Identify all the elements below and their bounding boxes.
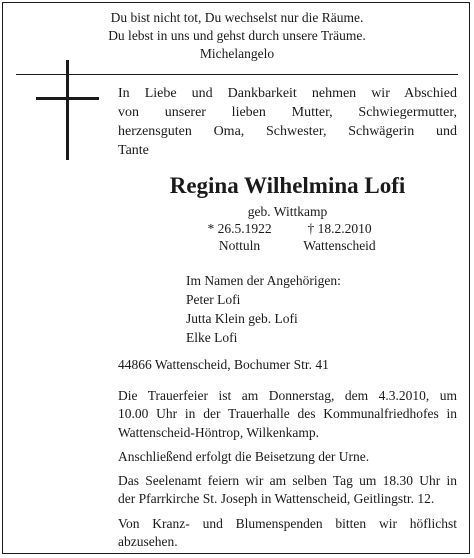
- paragraph-line: Die Trauerfeier ist am Donnerstag, dem 4.3.2010, um: [118, 388, 457, 403]
- paragraph-line: Wattenscheid-Höntrop, Wilkenkamp.: [118, 424, 319, 440]
- quote-block: [40, 9, 434, 63]
- paragraph-line: Anschließend erfolgt die Beisetzung der Urne.: [118, 448, 370, 464]
- death-place: Wattenscheid: [303, 238, 376, 253]
- quote-author: Michelangelo: [199, 46, 275, 61]
- quote-line: Du bist nicht tot, Du wechselst nur die Räume.: [110, 10, 364, 25]
- family-member: Elke Lofi: [186, 330, 238, 345]
- quote-line: Du lebst in uns und gehst durch unsere Träume.: [108, 28, 366, 43]
- paragraph: [118, 515, 457, 552]
- paragraph-line: 10.00 Uhr in der Trauerhalle des Kommunalfriedhofes in: [118, 406, 457, 422]
- birth-date: * 26.5.1922: [207, 221, 272, 236]
- paragraph: [118, 472, 457, 509]
- intro-line: In Liebe und Dankbarkeit nehmen wir Abschied: [118, 86, 457, 101]
- maiden-name: geb. Wittkamp: [247, 204, 328, 219]
- family-heading: Im Namen der Angehörigen:: [186, 273, 341, 288]
- deceased-name: Regina Wilhelmina Lofi: [169, 173, 406, 198]
- family-member: Jutta Klein geb. Lofi: [186, 311, 298, 326]
- paragraph: [118, 387, 457, 442]
- divider-rule: [16, 74, 458, 75]
- family-member: Peter Lofi: [186, 292, 241, 307]
- intro-text: [118, 84, 457, 160]
- cross-icon: [66, 60, 69, 160]
- cross-icon-bar: [36, 97, 99, 100]
- ceremony-details: [118, 387, 457, 557]
- life-dates: [189, 220, 389, 254]
- intro-line: herzensguten Oma, Schwester, Schwägerin und: [118, 124, 457, 139]
- paragraph-line: der Pfarrkirche St. Joseph in Wattenscheid, Geitlingstr. 12.: [118, 491, 435, 507]
- paragraph-line: Von Kranz- und Blumenspenden bitten wir höflichst: [118, 515, 457, 531]
- family-block: [186, 271, 341, 347]
- intro-line: von unserer lieben Mutter, Schwiegermutter,: [118, 105, 457, 120]
- birth-place: Nottuln: [218, 238, 261, 253]
- paragraph: [118, 448, 457, 466]
- paragraph-line: Das Seelenamt feiern wir am selben Tag um 18.30 Uhr in: [118, 473, 457, 489]
- death-date: † 18.2.2010: [307, 221, 372, 236]
- paragraph-line: abzusehen.: [118, 534, 178, 550]
- address: 44866 Wattenscheid, Bochumer Str. 41: [118, 357, 329, 372]
- intro-line: Tante: [118, 143, 149, 158]
